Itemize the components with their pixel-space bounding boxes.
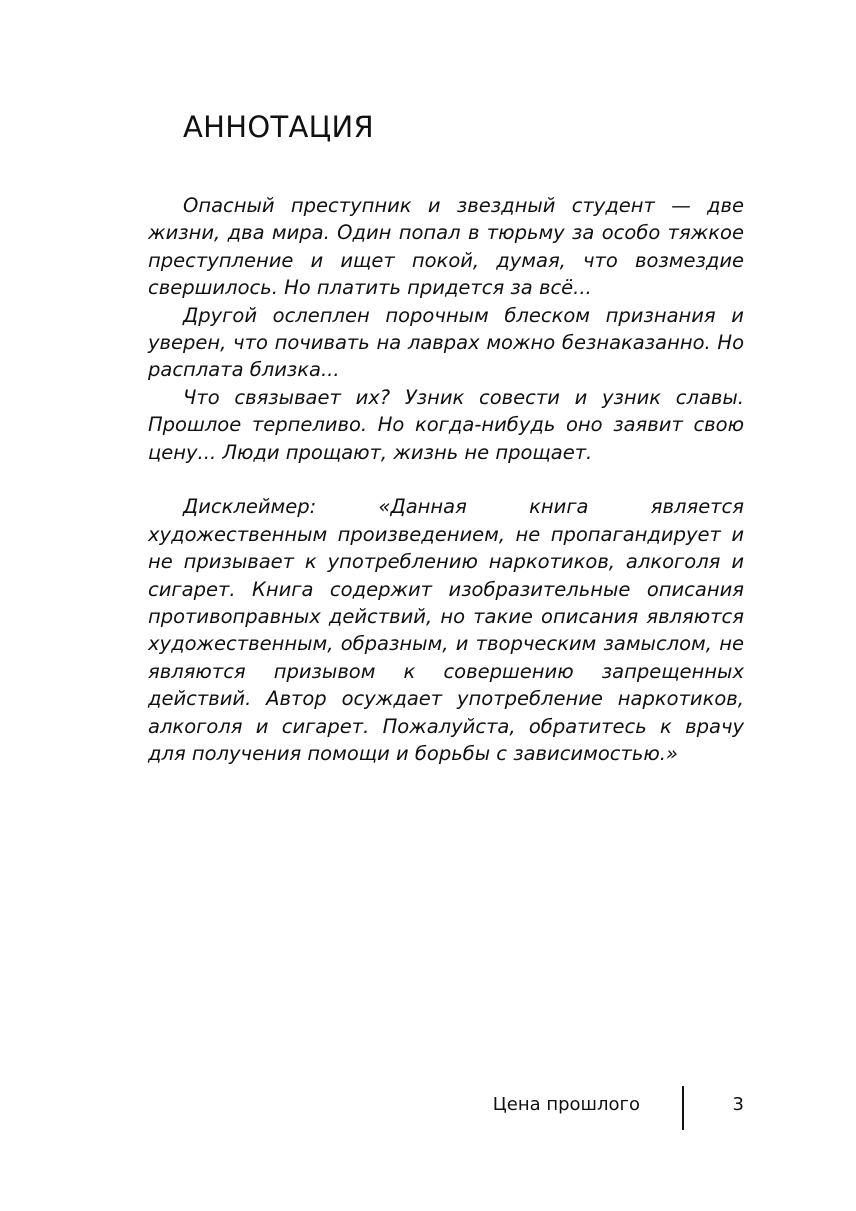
running-footer-title: Цена прошлого xyxy=(492,1094,640,1115)
disclaimer-paragraph: Дисклеймер: «Данная книга является художественным произведением, не пропагандирует и не призывает к употреблению наркотиков, алкоголя и сигарет. Книга содержит изобразительные описания противоправных действий, но такие описания являются художественным, образным, и творческим замыслом, не являются призывом к совершению запрещенных действий. Автор осуждает употребление наркотиков, алкоголя и сигарет. Пожалуйста, обратитесь к врачу для получения помощи и борьбы с зависимостью.» xyxy=(148,495,744,766)
paragraph: Что связывает их? Узник совести и узник славы. Прошлое терпеливо. Но когда-нибудь оно заявит свою цену... Люди прощают, жизнь не прощает. xyxy=(148,385,744,464)
paragraph: Другой ослеплен порочным блеском признания и уверен, что почивать на лаврах можно безнаказанно. Но расплата близка... xyxy=(148,303,744,382)
paragraph: Опасный преступник и звездный студент — две жизни, два мира. Один попал в тюрьму за особо тяжкое преступление и ищет покой, думая, что возмездие свершилось. Но платить придется за всё... xyxy=(148,194,744,300)
annotation-text xyxy=(148,192,744,768)
page-heading: АННОТАЦИЯ xyxy=(183,110,374,144)
page-number: 3 xyxy=(732,1094,744,1115)
footer-divider xyxy=(682,1086,684,1130)
